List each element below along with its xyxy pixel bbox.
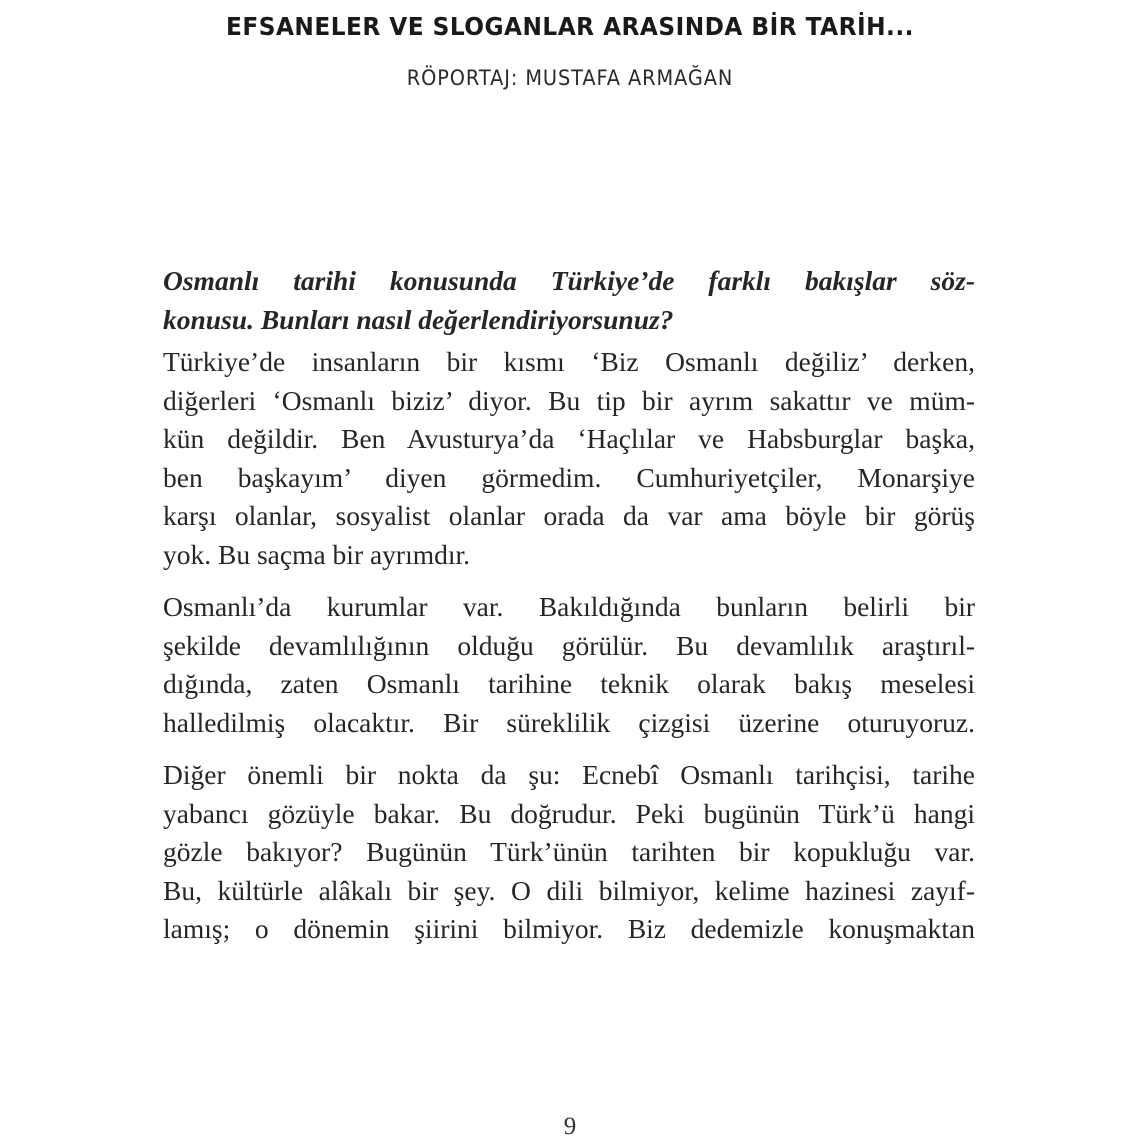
paragraph-line: Diğer önemli bir nokta da şu: Ecnebî Osmanlı tarihçisi, tarihe <box>163 759 975 790</box>
paragraph-line: diğerleri ‘Osmanlı biziz’ diyor. Bu tip bir ayrım sakattır ve müm- <box>163 384 975 416</box>
interviewer-credit: RÖPORTAJ: MUSTAFA ARMAĞAN <box>406 66 734 90</box>
page-number: 9 <box>563 1113 577 1140</box>
paragraph-line: şekilde devamlılığının olduğu görülür. Bu devamlılık araştırıl- <box>163 629 975 661</box>
question-line: Osmanlı tarihi konusunda Türkiye’de farklı bakışlar söz- <box>163 265 975 296</box>
interview-question <box>163 262 975 339</box>
paragraph-line: karşı olanlar, sosyalist olanlar orada da var ama böyle bir görüş <box>163 500 975 531</box>
paragraph-line: gözle bakıyor? Bugünün Türk’ünün tarihten bir kopukluğu var. <box>163 836 975 867</box>
answer-paragraph <box>163 343 975 574</box>
paragraph-line: Türkiye’de insanların bir kısmı ‘Biz Osmanlı değiliz’ derken, <box>163 346 975 377</box>
paragraph-line: yabancı gözüyle bakar. Bu doğrudur. Peki bugünün Türk’ü hangi <box>163 797 975 829</box>
question-line: konusu. Bunları nasıl değerlendiriyorsunuz? <box>163 303 674 335</box>
paragraph-line: yok. Bu saçma bir ayrımdır. <box>163 538 471 570</box>
paragraph-line: Bu, kültürle alâkalı bir şey. O dili bilmiyor, kelime hazinesi zayıf- <box>163 874 975 906</box>
running-title: EFSANELER VE SLOGANLAR ARASINDA BİR TARİH... <box>226 12 914 41</box>
paragraph-line: lamış; o dönemin şiirini bilmiyor. Biz dedemizle konuşmaktan <box>163 913 975 944</box>
body-text <box>163 262 975 963</box>
answer-paragraph <box>163 756 975 949</box>
paragraph-line: ben başkayım’ diyen görmedim. Cumhuriyetçiler, Monarşiye <box>163 461 975 493</box>
paragraph-line: Osmanlı’da kurumlar var. Bakıldığında bunların belirli bir <box>163 591 975 622</box>
paragraph-line: kün değildir. Ben Avusturya’da ‘Haçlılar ve Habsburglar başka, <box>163 423 975 454</box>
answer-paragraph <box>163 588 975 742</box>
paragraph-line: halledilmiş olacaktır. Bir süreklilik çizgisi üzerine oturuyoruz. <box>163 706 975 738</box>
paragraph-line: dığında, zaten Osmanlı tarihine teknik olarak bakış meselesi <box>163 668 975 699</box>
